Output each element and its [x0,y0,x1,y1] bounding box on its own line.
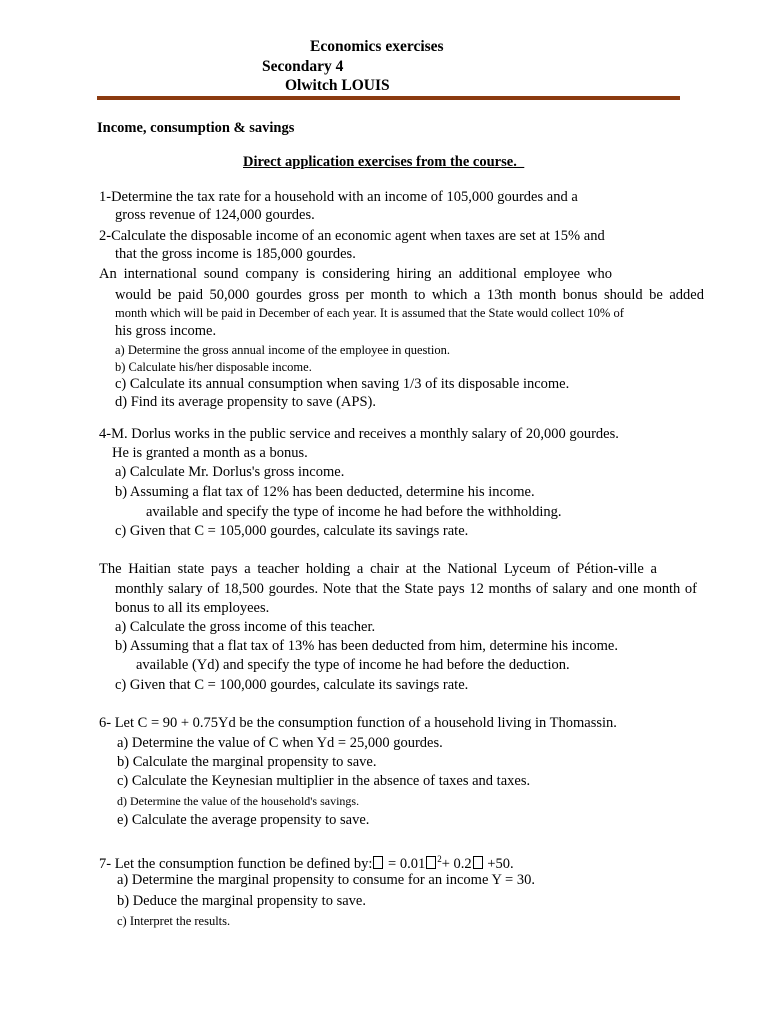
exercise-1-line-2: gross revenue of 124,000 gourdes. [115,207,315,223]
exercise-7-equation-part-2: + 0.2 [441,855,472,872]
exercise-4-part-c: c) Given that C = 105,000 gourdes, calculate its savings rate. [115,523,469,539]
exercise-2-line-1: 2-Calculate the disposable income of an economic agent when taxes are set at 15% and [99,228,605,244]
exercise-6-part-e: e) Calculate the average propensity to save. [117,812,370,828]
exercise-7-intro: 7- Let the consumption function be defined by: [99,855,373,872]
section-title: Income, consumption & savings [97,120,295,136]
exercise-3-line-4: his gross income. [115,323,217,339]
exercise-3-part-c: c) Calculate its annual consumption when saving 1/3 of its disposable income. [115,376,570,392]
exercise-6-line-1: 6- Let C = 90 + 0.75Yd be the consumption function of a household living in Thomassin. [99,715,617,731]
exercise-5-part-c: c) Given that C = 100,000 gourdes, calculate its savings rate. [115,677,469,693]
header-divider [97,96,680,100]
exercise-7-equation-part-3: +50. [483,855,514,872]
exercise-7-exponent: 2 [437,854,442,864]
exercise-4-part-b-line-2: available and specify the type of income he had before the withholding. [146,504,562,520]
exercise-3-part-a: a) Determine the gross annual income of the employee in question. [115,343,450,357]
exercise-7-part-a: a) Determine the marginal propensity to consume for an income Y = 30. [117,872,535,888]
exercise-3-line-3: month which will be paid in December of each year. It is assumed that the State would collect 10% of [115,306,624,320]
exercise-5-part-b-line-1: b) Assuming that a flat tax of 13% has been deducted from him, determine his income. [115,638,618,654]
exercise-5-line-3: bonus to all its employees. [115,600,270,616]
exercise-3-part-b: b) Calculate his/her disposable income. [115,360,312,374]
exercise-6-part-b: b) Calculate the marginal propensity to save. [117,754,377,770]
exercise-7-line-1 [99,850,514,873]
exercise-6-part-d: d) Determine the value of the household's savings. [117,794,360,808]
exercise-6-part-c: c) Calculate the Keynesian multiplier in the absence of taxes and taxes. [117,773,531,789]
exercise-6-part-a: a) Determine the value of C when Yd = 25,000 gourdes. [117,735,443,751]
class-level: Secondary 4 [262,58,344,75]
author-name: Olwitch LOUIS [285,77,390,94]
exercise-7-part-b: b) Deduce the marginal propensity to save. [117,893,366,909]
exercise-4-part-b-line-1: b) Assuming a flat tax of 12% has been deducted, determine his income. [115,484,535,500]
missing-glyph-icon [373,856,383,869]
exercise-7-part-c: c) Interpret the results. [117,914,231,928]
exercise-5-line-1: The Haitian state pays a teacher holding a chair at the National Lyceum of Pétion-ville a [99,561,657,577]
exercise-5-line-2: monthly salary of 18,500 gourdes. Note that the State pays 12 months of salary and one month of [115,581,697,597]
exercise-4-part-a: a) Calculate Mr. Dorlus's gross income. [115,464,345,480]
exercise-1-line-1: 1-Determine the tax rate for a household with an income of 105,000 gourdes and a [99,189,578,205]
missing-glyph-icon [473,856,483,869]
section-subtitle: Direct application exercises from the course._ [243,154,525,170]
exercise-4-line-2: He is granted a month as a bonus. [112,445,308,461]
exercise-3-line-2: would be paid 50,000 gourdes gross per month to which a 13th month bonus should be added [115,287,704,303]
exercise-7-equation-part-1: = 0.01 [384,855,426,872]
exercise-3-line-1: An international sound company is considering hiring an additional employee who [99,266,612,282]
missing-glyph-icon [426,856,436,869]
exercise-5-part-b-line-2: available (Yd) and specify the type of income he had before the deduction. [136,657,570,673]
exercise-5-part-a: a) Calculate the gross income of this teacher. [115,619,376,635]
exercise-2-line-2: that the gross income is 185,000 gourdes. [115,246,356,262]
document-title: Economics exercises [310,38,444,55]
exercise-3-part-d: d) Find its average propensity to save (APS). [115,394,376,410]
exercise-4-line-1: 4-M. Dorlus works in the public service and receives a monthly salary of 20,000 gourdes. [99,426,619,442]
